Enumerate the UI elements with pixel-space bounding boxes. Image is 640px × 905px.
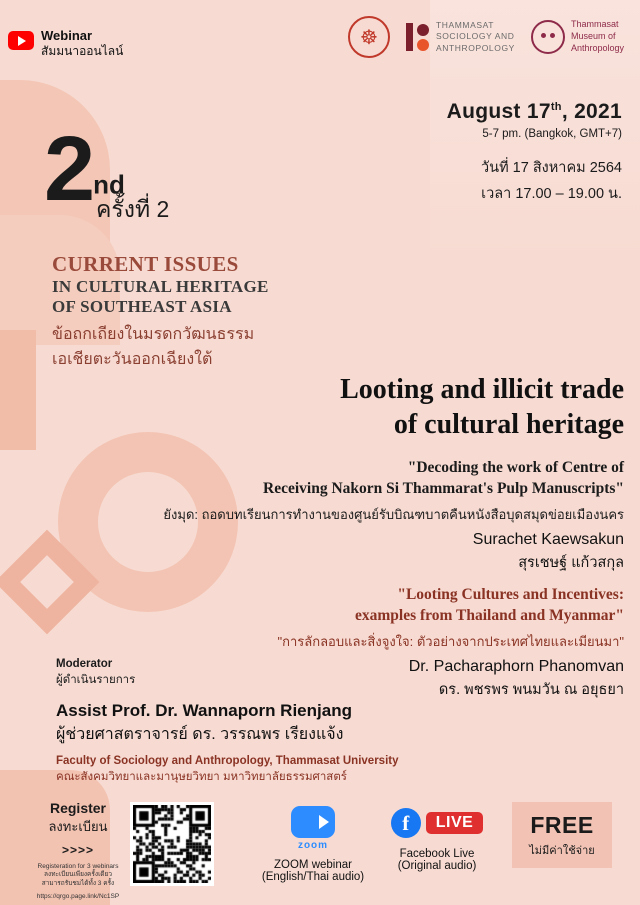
episode-number-block xyxy=(44,118,170,228)
sociology-logo-mark xyxy=(406,23,430,51)
register-note-th2: สามารถรับชมได้ทั้ง 3 ครั้ง xyxy=(41,879,115,887)
decorative-bar xyxy=(0,330,36,450)
poster-header xyxy=(0,0,640,80)
talk-2-speaker-th: ดร. พชรพร พนมวัน ณ อยุธยา xyxy=(438,681,624,698)
museum-logo-line2: Museum of xyxy=(570,31,616,42)
register-title-th: ลงทะเบียน xyxy=(48,819,108,834)
register-note-th1: ลงทะเบียนเพียงครั้งเดียว xyxy=(44,871,112,879)
facebook-icon: f xyxy=(391,808,421,838)
youtube-icon xyxy=(8,31,34,50)
museum-logo-line3: Anthropology xyxy=(570,42,624,53)
event-date-block xyxy=(447,100,622,205)
main-topic-line2: of cultural heritage xyxy=(393,409,624,440)
talk-2-title-line1: "Looting Cultures and Incentives: xyxy=(397,586,624,603)
museum-face-icon xyxy=(531,20,565,54)
talk-1 xyxy=(154,458,624,574)
poster-footer xyxy=(0,800,640,905)
talk-1-speaker-th: สุรเชษฐ์ แก้วสกุล xyxy=(518,554,624,571)
talk-2-speaker-en: Dr. Pacharaphorn Phanomvan xyxy=(408,657,624,675)
moderator-label-en: Moderator xyxy=(56,658,113,670)
talk-2-title-thai: "การลักลอบและสิ่งจูงใจ: ตัวอย่างจากประเทศไทยและเมียนมา" xyxy=(277,633,624,649)
sociology-anthropology-logo xyxy=(406,20,515,54)
garuda-seal-logo: ☸ xyxy=(348,16,390,58)
webinar-label-en: Webinar xyxy=(41,28,93,43)
zoom-caption-line1: ZOOM webinar xyxy=(274,859,352,871)
main-topic-line1: Looting and illicit trade xyxy=(340,374,624,405)
facebook-caption-line2: (Original audio) xyxy=(397,860,477,872)
register-arrows: >>>> xyxy=(61,843,95,857)
date-ordinal-suffix: th xyxy=(550,101,562,113)
soc-logo-line3: ANTHROPOLOGY xyxy=(435,42,515,53)
zoom-block xyxy=(258,806,368,883)
zoom-caption-line2: (English/Thai audio) xyxy=(261,871,365,883)
zoom-camera-icon xyxy=(291,806,335,838)
date-english-text: August 17 xyxy=(446,100,551,123)
webinar-label-th: สัมมนาออนไลน์ xyxy=(41,44,124,59)
facebook-live-block xyxy=(378,808,496,872)
museum-anthropology-logo xyxy=(531,19,624,54)
series-thai-line1: ข้อถกเถียงในมรดกวัฒนธรรม xyxy=(52,326,255,343)
talk-1-speaker-en: Surachet Kaewsakun xyxy=(472,530,624,548)
talk-1-title-line1: "Decoding the work of Centre of xyxy=(407,459,624,476)
museum-logo-line1: Thammasat xyxy=(570,19,619,30)
zoom-wordmark: zoom xyxy=(297,840,329,851)
episode-number: 2 xyxy=(44,118,94,220)
series-line1: CURRENT ISSUES xyxy=(52,252,239,276)
free-label-th: ไม่มีค่าใช้จ่าย xyxy=(529,844,595,857)
free-badge xyxy=(512,802,612,868)
register-title-en: Register xyxy=(49,800,107,816)
live-badge: LIVE xyxy=(426,812,484,834)
free-label-en: FREE xyxy=(530,811,594,838)
webinar-badge xyxy=(8,28,123,59)
qr-code[interactable] xyxy=(130,802,214,886)
soc-logo-line1: THAMMASAT xyxy=(435,19,495,30)
register-block xyxy=(28,800,128,900)
series-line3: OF SOUTHEAST ASIA xyxy=(52,297,232,316)
talk-1-title-thai: ยังมุด: ถอดบทเรียนการทำงานของศูนย์รับบิณฑบาตคืนหนังสือบุดสมุดข่อยเมืองนคร xyxy=(163,506,624,522)
episode-ordinal: nd xyxy=(93,169,125,200)
time-thai: เวลา 17.00 – 19.00 น. xyxy=(481,186,622,202)
soc-logo-line2: SOCIOLOGY AND xyxy=(435,31,515,42)
talk-1-title-line2: Receiving Nakorn Si Thammarat's Pulp Manuscripts" xyxy=(263,479,624,497)
main-topic xyxy=(154,372,624,442)
date-english xyxy=(447,100,622,124)
series-title xyxy=(52,252,382,372)
series-thai-line2: เอเชียตะวันออกเฉียงใต้ xyxy=(52,351,213,368)
talk-2-title-line2: examples from Thailand and Myanmar" xyxy=(355,606,624,624)
moderator-block xyxy=(56,658,399,786)
register-note-en: Registeration for 3 webinars xyxy=(37,863,119,870)
moderator-name-en: Assist Prof. Dr. Wannaporn Rienjang xyxy=(56,701,352,720)
time-english: 5-7 pm. (Bangkok, GMT+7) xyxy=(482,128,622,140)
episode-thai: ครั้งที่ 2 xyxy=(96,196,170,223)
moderator-name-th: ผู้ช่วยศาสตราจารย์ ดร. วรรณพร เรียงแจ้ง xyxy=(56,726,344,743)
date-thai: วันที่ 17 สิงหาคม 2564 xyxy=(481,160,622,176)
moderator-affiliation-en: Faculty of Sociology and Anthropology, Thammasat University xyxy=(56,755,399,767)
facebook-caption-line1: Facebook Live xyxy=(399,848,475,860)
moderator-affiliation-th: คณะสังคมวิทยาและมานุษยวิทยา มหาวิทยาลัยธรรมศาสตร์ xyxy=(56,771,347,783)
moderator-label-th: ผู้ดำเนินรายการ xyxy=(56,674,136,686)
logo-row xyxy=(348,16,624,58)
register-link[interactable]: https://qrgo.page.link/Nc1SP xyxy=(36,893,120,901)
series-line2: IN CULTURAL HERITAGE xyxy=(52,277,269,296)
date-english-year: , 2021 xyxy=(561,100,622,123)
